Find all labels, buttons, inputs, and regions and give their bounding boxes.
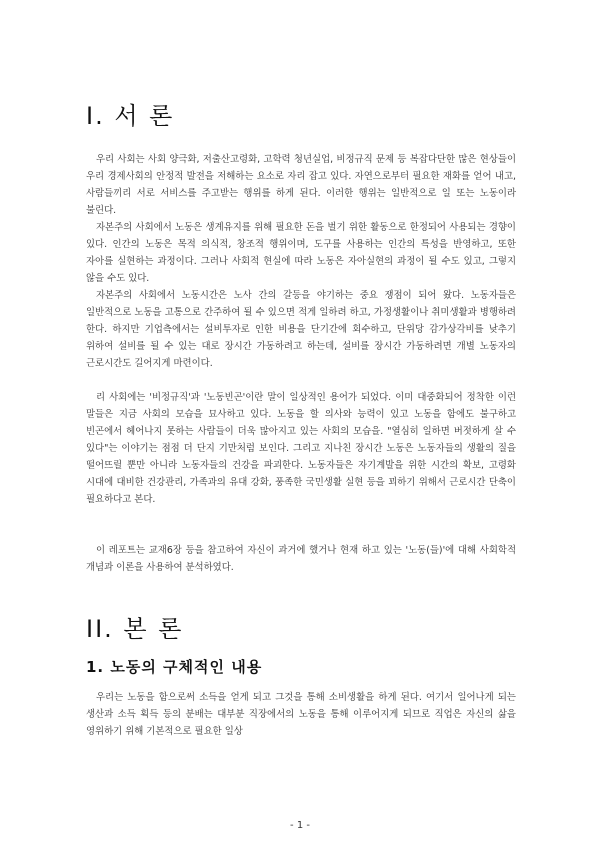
intro-paragraph-2: 자본주의 사회에서 노동은 생계유지를 위해 필요한 돈을 벌기 위한 활동으로 한정되어 사용되는 경향이 있다. 인간의 노동은 목적 의식적, 창조적 행위이며, 도구를 사용하는 인간의 특성을 반영하고, 또한 자아를 실현하는 과정이다. 그러나 사회적 현실에 따라 노동은 자아실현의 과정이 될 수도 있고, 그렇지 않을 수도 있다. <box>86 222 516 284</box>
section-heading-body: II. 본 론 <box>86 615 184 643</box>
intro-paragraph-3: 자본주의 사회에서 노동시간은 노사 간의 갈등을 야기하는 중요 쟁점이 되어 왔다. 노동자들은 일반적으로 노동을 고통으로 간주하여 될 수 있으면 적게 일하려 하고, 가정생활이나 취미생활과 병행하려 한다. 하지만 기업측에서는 설비투자로 인한 비용을 단기간에 회수하고, 단위당 감가상각비를 낮추기 위하여 설비를 될 수 있는 대로 장시간 가동하려고 하는데, 설비를 장시간 가동하려면 개별 노동자의 근로시간도 길어지게 마련이다. <box>86 290 516 369</box>
intro-paragraph-5: 이 레포트는 교재6장 등을 참고하여 자신이 과거에 했거나 현재 하고 있는 '노동(들)'에 대해 사회학적 개념과 이론을 사용하여 분석하였다. <box>86 545 516 573</box>
body-paragraph-1: 우리는 노동을 함으로써 소득을 얻게 되고 그것을 통해 소비생활을 하게 된다. 여기서 일어나게 되는 생산과 소득 획득 등의 분배는 대부분 직장에서의 노동을 통해 이루어지게 되므로 직업은 자신의 삶을 영위하기 위해 기본적으로 필요한 일상 <box>86 692 516 737</box>
intro-paragraph-4: 리 사회에는 '비정규직'과 '노동빈곤'이란 말이 일상적인 용어가 되었다. 이미 대중화되어 정착한 이런 말들은 지금 사회의 모습을 묘사하고 있다. 노동을 할 의사와 능력이 있고 노동을 함에도 불구하고 빈곤에서 헤어나지 못하는 사람들이 더욱 많아지고 있는 사회의 모습을. "열심히 일하면 버젓하게 살 수 있다"는 이야기는 점점 더 단지 기만처럼 보인다. 그리고 지나친 장시간 노동은 노동자들의 생활의 질을 떨어뜨릴 뿐만 아니라 노동자들의 건강을 파괴한다. 노동자들은 자기계발을 위한 시간의 확보, 고령화 시대에 대비한 건강관리, 가족과의 유대 강화, 풍족한 국민생활 실현 등을 꾀하기 위해서 근로시간 단축이 필요하다고 본다. <box>86 392 516 505</box>
section-heading-intro: I. 서 론 <box>86 102 175 130</box>
page-number: - 1 - <box>290 820 310 831</box>
subsection-heading: 1. 노동의 구체적인 내용 <box>86 658 263 676</box>
intro-paragraph-1: 우리 사회는 사회 양극화, 저출산고령화, 고학력 청년실업, 비정규직 문제 등 복잡다단한 많은 현상들이 우리 경제사회의 안정적 발전을 저해하는 요소로 자리 잡고 있다. 자연으로부터 필요한 재화를 얻어 내고, 사람들끼리 서로 서비스를 주고받는 행위를 하게 된다. 이러한 행위는 일반적으로 일 또는 노동이라 불린다. <box>86 154 516 216</box>
